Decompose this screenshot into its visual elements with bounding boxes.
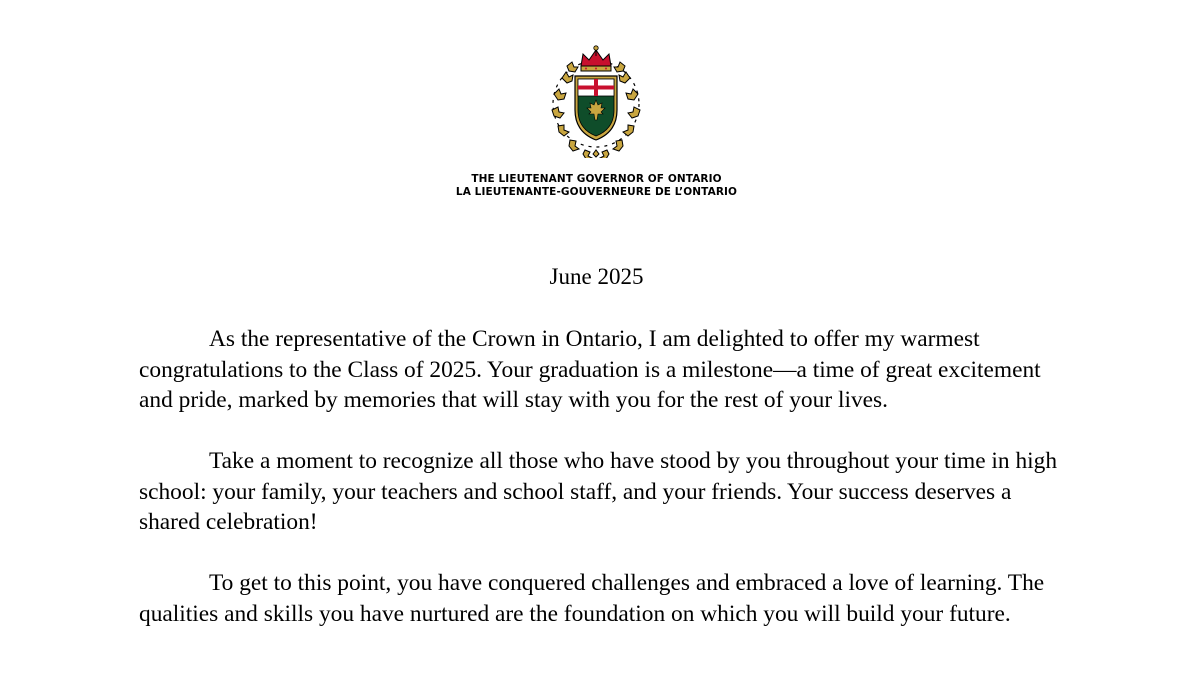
letterhead-english: THE LIEUTENANT GOVERNOR OF ONTARIO [471,173,722,185]
paragraph-1: As the representative of the Crown in Ontario, I am delighted to offer my warmest congratulations to the Class of 2025. Your graduation is a milestone—a time of great excitement and pride, marked by memories that will stay with you for the rest of your lives. [139,326,1041,413]
letterhead-french: LA LIEUTENANTE-GOUVERNEURE DE L’ONTARIO [455,186,738,198]
letterhead [0,173,1193,199]
paragraph-2: Take a moment to recognize all those who have stood by you throughout your time in high school: your family, your teachers and school staff, and your friends. Your success deserves a shared celebration! [139,448,1058,535]
letter-body [139,324,1064,660]
paragraph-3: To get to this point, you have conquered challenges and embraced a love of learning. The qualities and skills you have nurtured are the foundation on which you will build your future. [139,570,1045,627]
shield-icon [575,76,617,140]
vice-regal-crest-icon [545,44,647,158]
crown-icon [581,46,611,71]
letter-date: June 2025 [549,264,644,289]
